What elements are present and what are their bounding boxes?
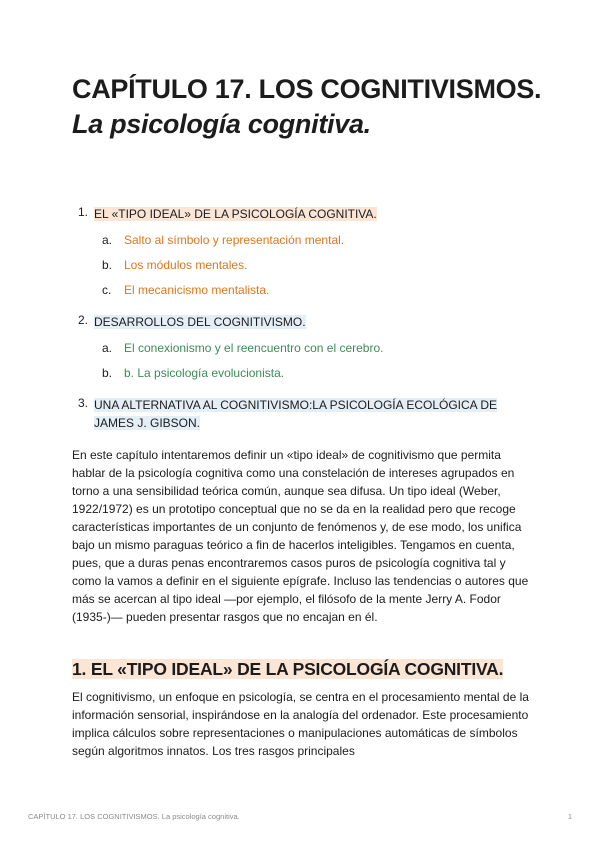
sub-label[interactable]: El conexionismo y el reencuentro con el cerebro. <box>124 341 384 355</box>
title-main: CAPÍTULO 17. LOS COGNITIVISMOS. <box>72 74 542 104</box>
toc-sublist <box>94 231 518 306</box>
toc-number: 1. <box>78 205 89 219</box>
toc-subitem[interactable] <box>102 231 518 256</box>
toc-subitem[interactable] <box>102 339 518 364</box>
toc-label[interactable]: DESARROLLOS DEL COGNITIVISMO. <box>94 315 306 329</box>
page-title <box>72 72 542 142</box>
toc-subitem[interactable] <box>102 364 518 389</box>
toc-item-3[interactable] <box>78 396 518 432</box>
section-heading-text: 1. EL «TIPO IDEAL» DE LA PSICOLOGÍA COGNITIVA. <box>72 659 504 679</box>
title-italic: La psicología cognitiva. <box>72 109 371 139</box>
table-of-contents <box>78 205 518 432</box>
toc-label[interactable]: EL «TIPO IDEAL» DE LA PSICOLOGÍA COGNITIVA. <box>94 207 377 221</box>
section-paragraph: El cognitivismo, un enfoque en psicología, se centra en el procesamiento mental de la información sensorial, inspirándose en la analogía del ordenador. Este procesamiento implica cálculos sobre representaciones o manipulaciones automáticas de símbolos según algoritmos innatos. Los tres rasgos principales <box>72 690 529 758</box>
toc-item-1[interactable] <box>78 205 518 306</box>
footer-running-title: CAPÍTULO 17. LOS COGNITIVISMOS. La psicología cognitiva. <box>28 812 240 821</box>
toc-subitem[interactable] <box>102 281 518 306</box>
toc-number: 2. <box>78 313 89 327</box>
sub-letter: b. <box>102 258 113 272</box>
sub-letter: a. <box>102 341 113 355</box>
intro-paragraph: En este capítulo intentaremos definir un «tipo ideal» de cognitivismo que permita hablar de la psicología cognitiva como una constelación de intereses agrupados en torno a una sensibilidad teórica común, aunque sea difusa. Un tipo ideal (Weber, 1922/1972) es un prototipo conceptual que no se da en la realidad pero que recoge características importantes de un conjunto de fenómenos y, de ese modo, los unifica bajo un mismo paraguas teórico a fin de hacerlos inteligibles. Tengamos en cuenta, pues, que a duras penas encontraremos casos puros de psicología cognitiva tal y como la vamos a definir en el siguiente epígrafe. Incluso las tendencias o autores que más se acercan al tipo ideal —por ejemplo, el filósofo de la mente Jerry A. Fodor (1935-)— pueden presentar rasgos que no encajan en él. <box>72 448 529 624</box>
toc-item-2[interactable] <box>78 313 518 389</box>
sub-label[interactable]: El mecanicismo mentalista. <box>124 283 270 297</box>
sub-label[interactable]: Salto al símbolo y representación mental. <box>124 233 345 247</box>
section-heading <box>72 656 503 682</box>
footer-page-number: 1 <box>567 812 572 821</box>
sub-letter: a. <box>102 233 113 247</box>
sub-label[interactable]: Los módulos mentales. <box>124 258 248 272</box>
sub-letter: b. <box>102 366 113 380</box>
toc-number: 3. <box>78 396 89 410</box>
toc-sublist <box>94 339 518 389</box>
toc-label[interactable]: UNA ALTERNATIVA AL COGNITIVISMO:LA PSICOLOGÍA ECOLÓGICA DE JAMES J. GIBSON. <box>94 398 498 430</box>
toc-subitem[interactable] <box>102 256 518 281</box>
sub-letter: c. <box>102 283 112 297</box>
sub-label[interactable]: b. La psicología evolucionista. <box>124 366 285 380</box>
